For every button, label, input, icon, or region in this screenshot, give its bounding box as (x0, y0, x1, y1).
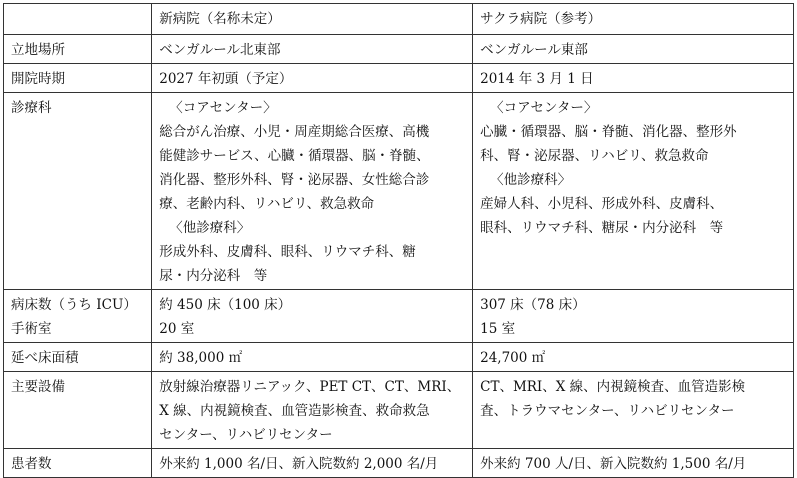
cell-text: 15 室 (480, 321, 516, 337)
cell-ref-departments (473, 93, 794, 290)
core-center-heading: 〈コアセンター〉 (169, 100, 277, 116)
row-label-floor-area (4, 343, 152, 372)
row-label-patients (4, 449, 152, 478)
other-departments-heading: 〈他診療科〉 (490, 172, 572, 188)
cell-ref-beds (473, 290, 794, 343)
cell-text: 約 450 床（100 床） (159, 297, 292, 313)
row-label-equipment (4, 372, 152, 449)
cell-ref-patients (473, 449, 794, 478)
table-header-row (4, 4, 794, 35)
header-reference-hospital (473, 4, 794, 35)
cell-new-beds (152, 290, 473, 343)
cell-ref-location (473, 35, 794, 64)
row-label-text: 診療科 (11, 100, 52, 116)
cell-text: ベンガルール北東部 (159, 42, 281, 58)
cell-text: 心臓・循環器、脳・脊髄、消化器、整形外 (480, 124, 737, 140)
cell-text: 20 室 (159, 321, 195, 337)
cell-text: 尿・内分泌科 等 (159, 268, 268, 284)
cell-text: X 線、内視鏡検査、血管造影検査、救命救急 (159, 403, 430, 419)
table-row (4, 93, 794, 290)
header-new-hospital (152, 4, 473, 35)
cell-ref-floor-area (473, 343, 794, 372)
row-label-text: 立地場所 (11, 42, 65, 58)
cell-new-floor-area (152, 343, 473, 372)
cell-text: 放射線治療器リニアック、PET CT、CT、MRI、 (159, 379, 461, 395)
table-row (4, 290, 794, 343)
cell-text: 形成外科、皮膚科、眼科、リウマチ科、糖 (159, 244, 416, 260)
row-label-text: 手術室 (11, 321, 52, 337)
cell-ref-opening (473, 64, 794, 93)
table-row (4, 343, 794, 372)
cell-new-opening (152, 64, 473, 93)
header-new-hospital-text: 新病院（名称未定） (159, 11, 281, 27)
cell-text: 2014 年 3 月 1 日 (480, 71, 594, 87)
cell-new-departments (152, 93, 473, 290)
cell-ref-equipment (473, 372, 794, 449)
table-row (4, 35, 794, 64)
cell-text: 能健診サービス、心臓・循環器、脳・脊髄、 (159, 148, 430, 164)
row-label-text: 主要設備 (11, 379, 65, 395)
header-blank-cell (4, 4, 152, 35)
cell-new-location (152, 35, 473, 64)
cell-text: 総合がん治療、小児・周産期総合医療、高機 (159, 124, 430, 140)
cell-text: 消化器、整形外科、腎・泌尿器、女性総合診 (159, 172, 430, 188)
cell-text: CT、MRI、X 線、内視鏡検査、血管造影検 (480, 379, 746, 395)
header-reference-text: サクラ病院（参考） (480, 11, 602, 27)
cell-text: 眼科、リウマチ科、糖尿・内分泌科 等 (480, 220, 724, 236)
table-row (4, 449, 794, 478)
cell-text: 外来約 1,000 名/日、新入院数約 2,000 名/月 (159, 456, 439, 472)
cell-new-patients (152, 449, 473, 478)
row-label-text: 延べ床面積 (11, 350, 79, 366)
cell-text: 24,700 ㎡ (480, 350, 546, 366)
table-row (4, 372, 794, 449)
row-label-opening (4, 64, 152, 93)
cell-new-equipment (152, 372, 473, 449)
cell-text: 約 38,000 ㎡ (159, 350, 243, 366)
other-departments-heading: 〈他診療科〉 (169, 220, 251, 236)
cell-text: センター、リハビリセンター (159, 427, 333, 443)
cell-text: 307 床（78 床） (480, 297, 586, 313)
row-label-beds (4, 290, 152, 343)
row-label-text: 開院時期 (11, 71, 65, 87)
cell-text: 療、老齢内科、リハビリ、救急救命 (159, 196, 375, 212)
hospital-comparison-table (3, 3, 794, 478)
table-row (4, 64, 794, 93)
cell-text: ベンガルール東部 (480, 42, 588, 58)
cell-text: 外来約 700 人/日、新入院数約 1,500 名/月 (480, 456, 747, 472)
row-label-text: 病床数（うち ICU） (11, 297, 137, 313)
row-label-departments (4, 93, 152, 290)
cell-text: 科、腎・泌尿器、リハビリ、救急救命 (480, 148, 709, 164)
row-label-location (4, 35, 152, 64)
row-label-text: 患者数 (11, 456, 52, 472)
cell-text: 2027 年初頭（予定） (159, 71, 293, 87)
core-center-heading: 〈コアセンター〉 (490, 100, 598, 116)
cell-text: 査、トラウマセンター、リハビリセンター (480, 403, 735, 419)
cell-text: 産婦人科、小児科、形成外科、皮膚科、 (480, 196, 724, 212)
